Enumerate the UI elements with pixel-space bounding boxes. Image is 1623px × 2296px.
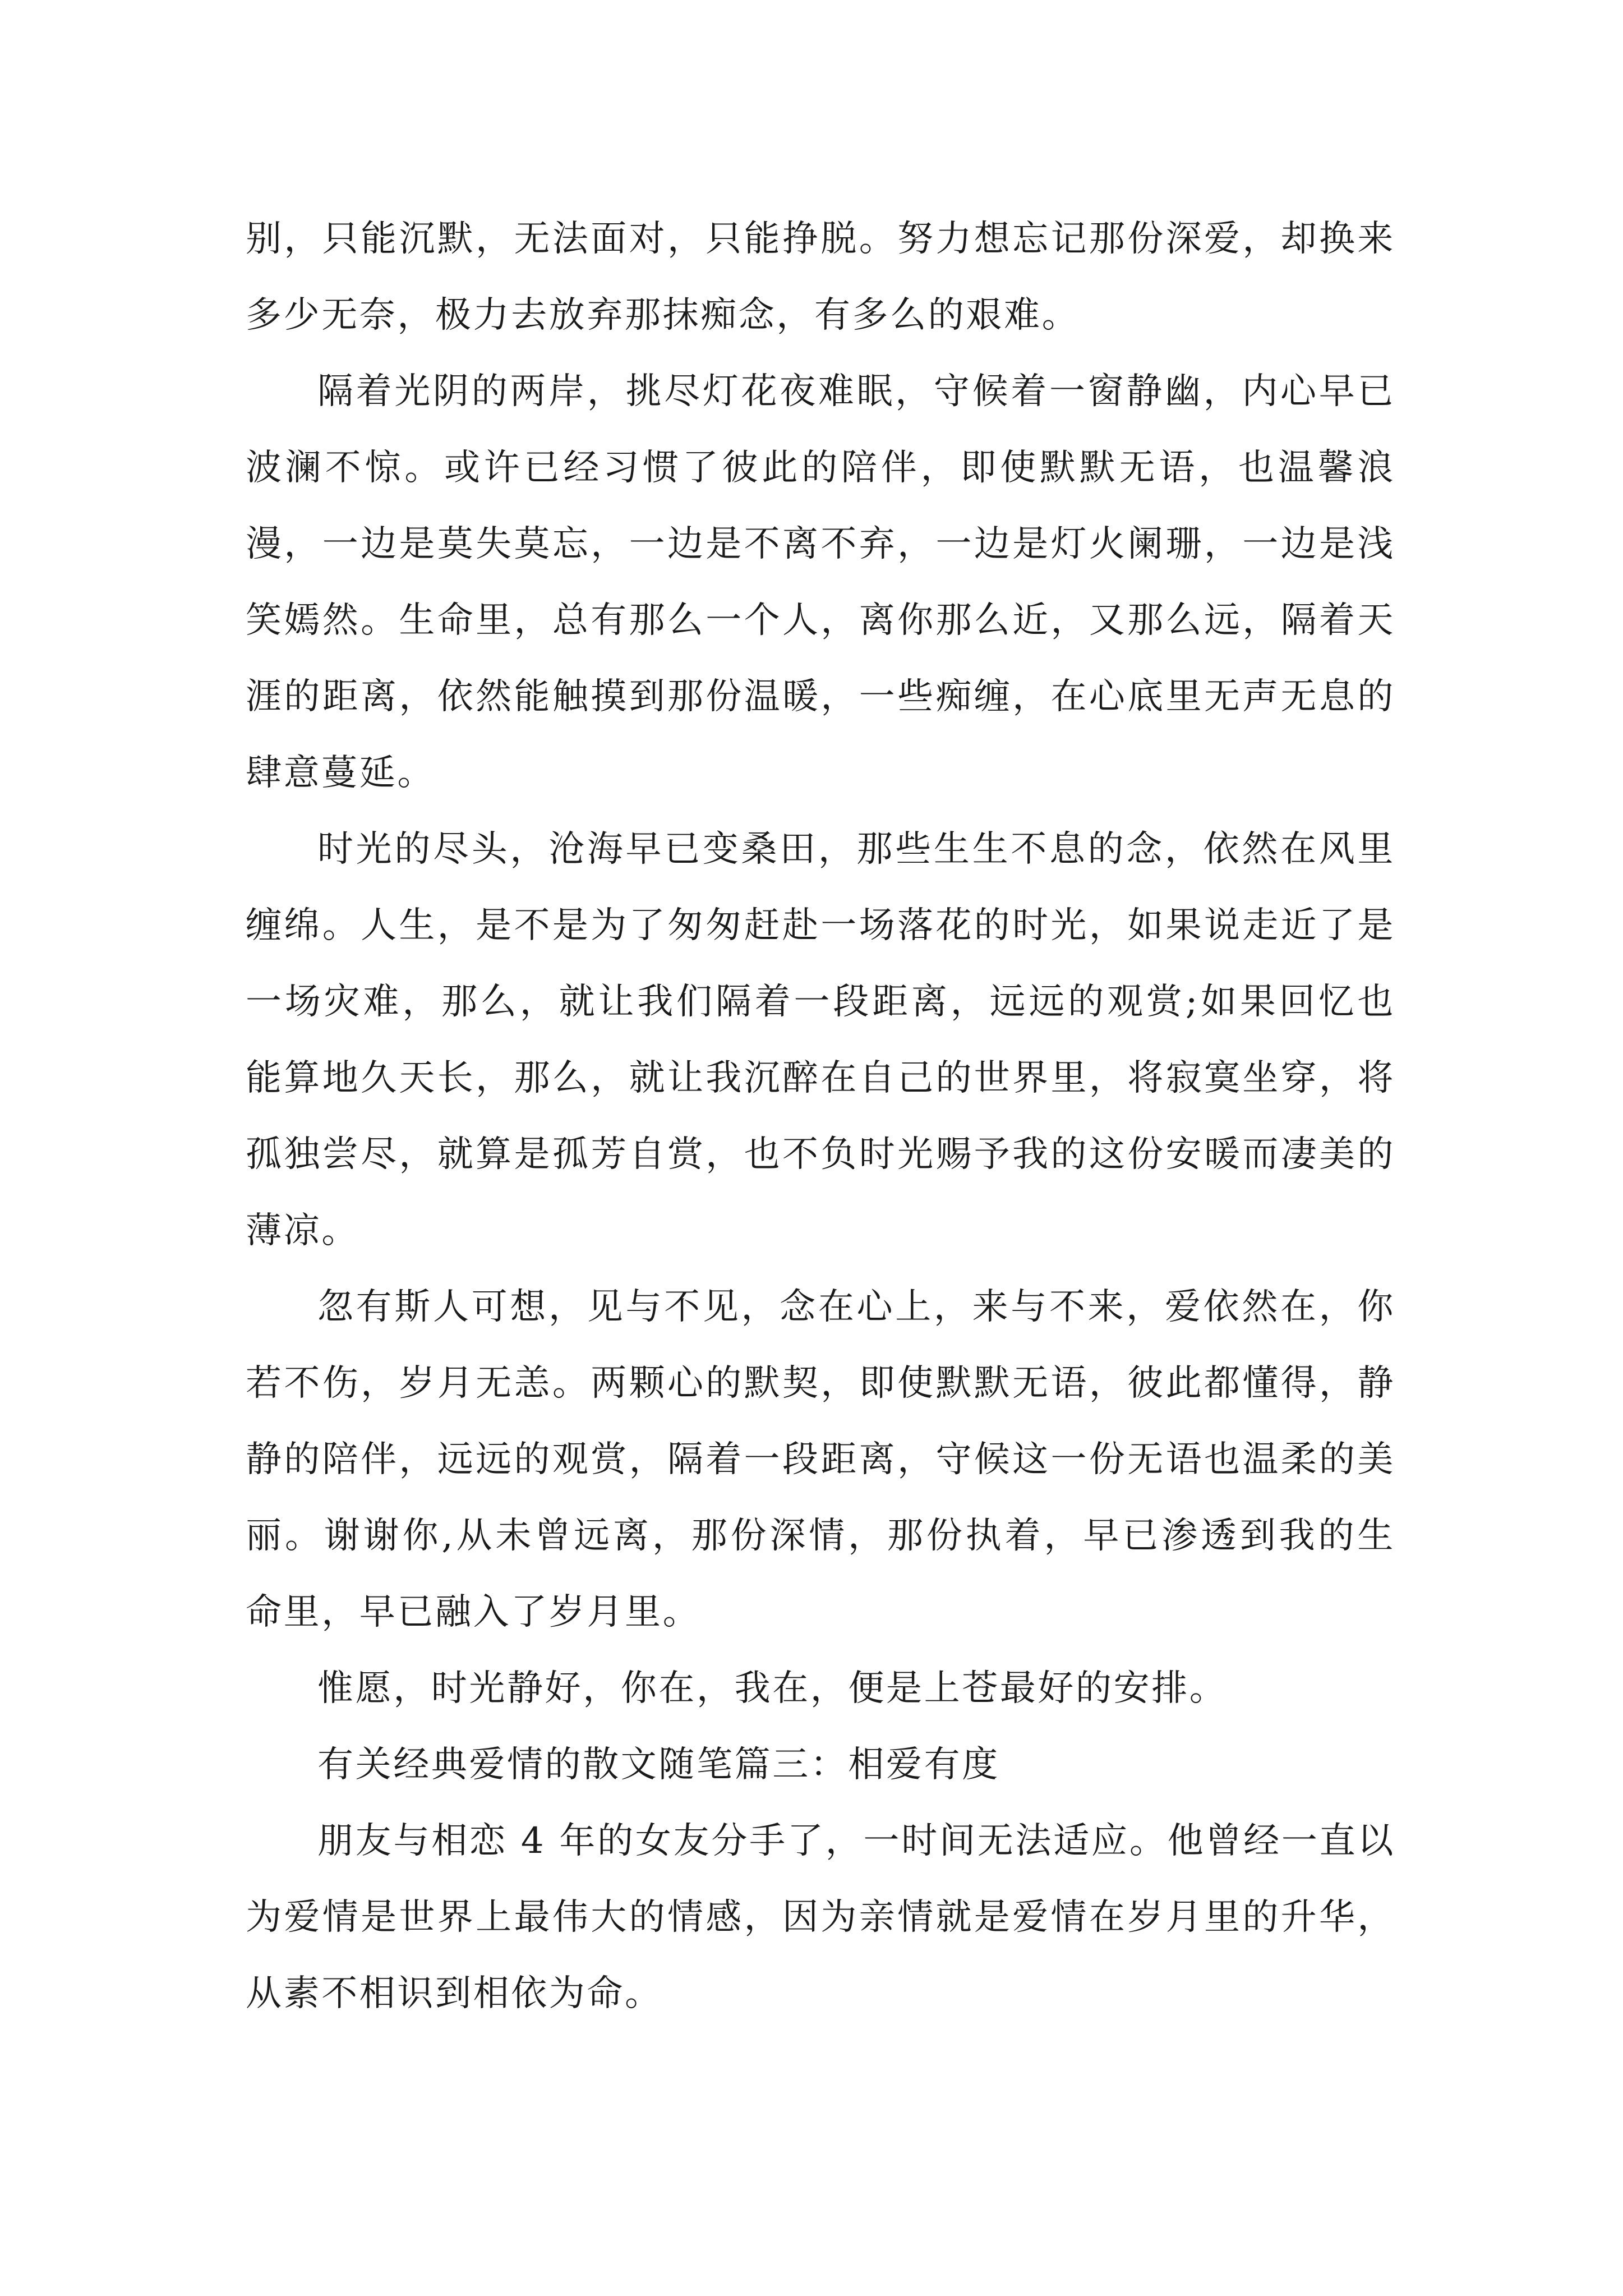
paragraph-continuation: 别，只能沉默，无法面对，只能挣脱。努力想忘记那份深爱，却换来多少无奈，极力去放弃那抹痴念，有多么的艰难。 xyxy=(246,218,1395,336)
document-body xyxy=(246,201,1395,2032)
section-heading: 有关经典爱情的散文随笔篇三：相爱有度 xyxy=(317,1744,1000,1786)
paragraph: 忽有斯人可想，见与不见，念在心上，来与不来，爱依然在，你若不伤，岁月无恙。两颗心的默契，即使默默无语，彼此都懂得，静静的陪伴，远远的观赏，隔着一段距离，守候这一份无语也温柔的美丽。谢谢你,从未曾远离，那份深情，那份执着，早已渗透到我的生命里，早已融入了岁月里。 xyxy=(246,1286,1395,1633)
paragraph: 惟愿，时光静好，你在，我在，便是上苍最好的安排。 xyxy=(317,1668,1228,1709)
paragraph: 隔着光阴的两岸，挑尽灯花夜难眠，守候着一窗静幽，内心早已波澜不惊。或许已经习惯了彼此的陪伴，即使默默无语，也温馨浪漫，一边是莫失莫忘，一边是不离不弃，一边是灯火阑珊，一边是浅笑嫣然。生命里，总有那么一个人，离你那么近，又那么远，隔着天涯的距离，依然能触摸到那份温暖，一些痴缠，在心底里无声无息的肆意蔓延。 xyxy=(246,371,1395,794)
paragraph: 时光的尽头，沧海早已变桑田，那些生生不息的念，依然在风里缠绵。人生，是不是为了匆匆赶赴一场落花的时光，如果说走近了是一场灾难，那么，就让我们隔着一段距离，远远的观赏;如果回忆也能算地久天长，那么，就让我沉醉在自己的世界里，将寂寞坐穿，将孤独尝尽，就算是孤芳自赏，也不负时光赐予我的这份安暖而凄美的薄凉。 xyxy=(246,829,1395,1251)
paragraph: 朋友与相恋 4 年的女友分手了，一时间无法适应。他曾经一直以为爱情是世界上最伟大的情感，因为亲情就是爱情在岁月里的升华，从素不相识到相依为命。 xyxy=(246,1820,1395,2014)
